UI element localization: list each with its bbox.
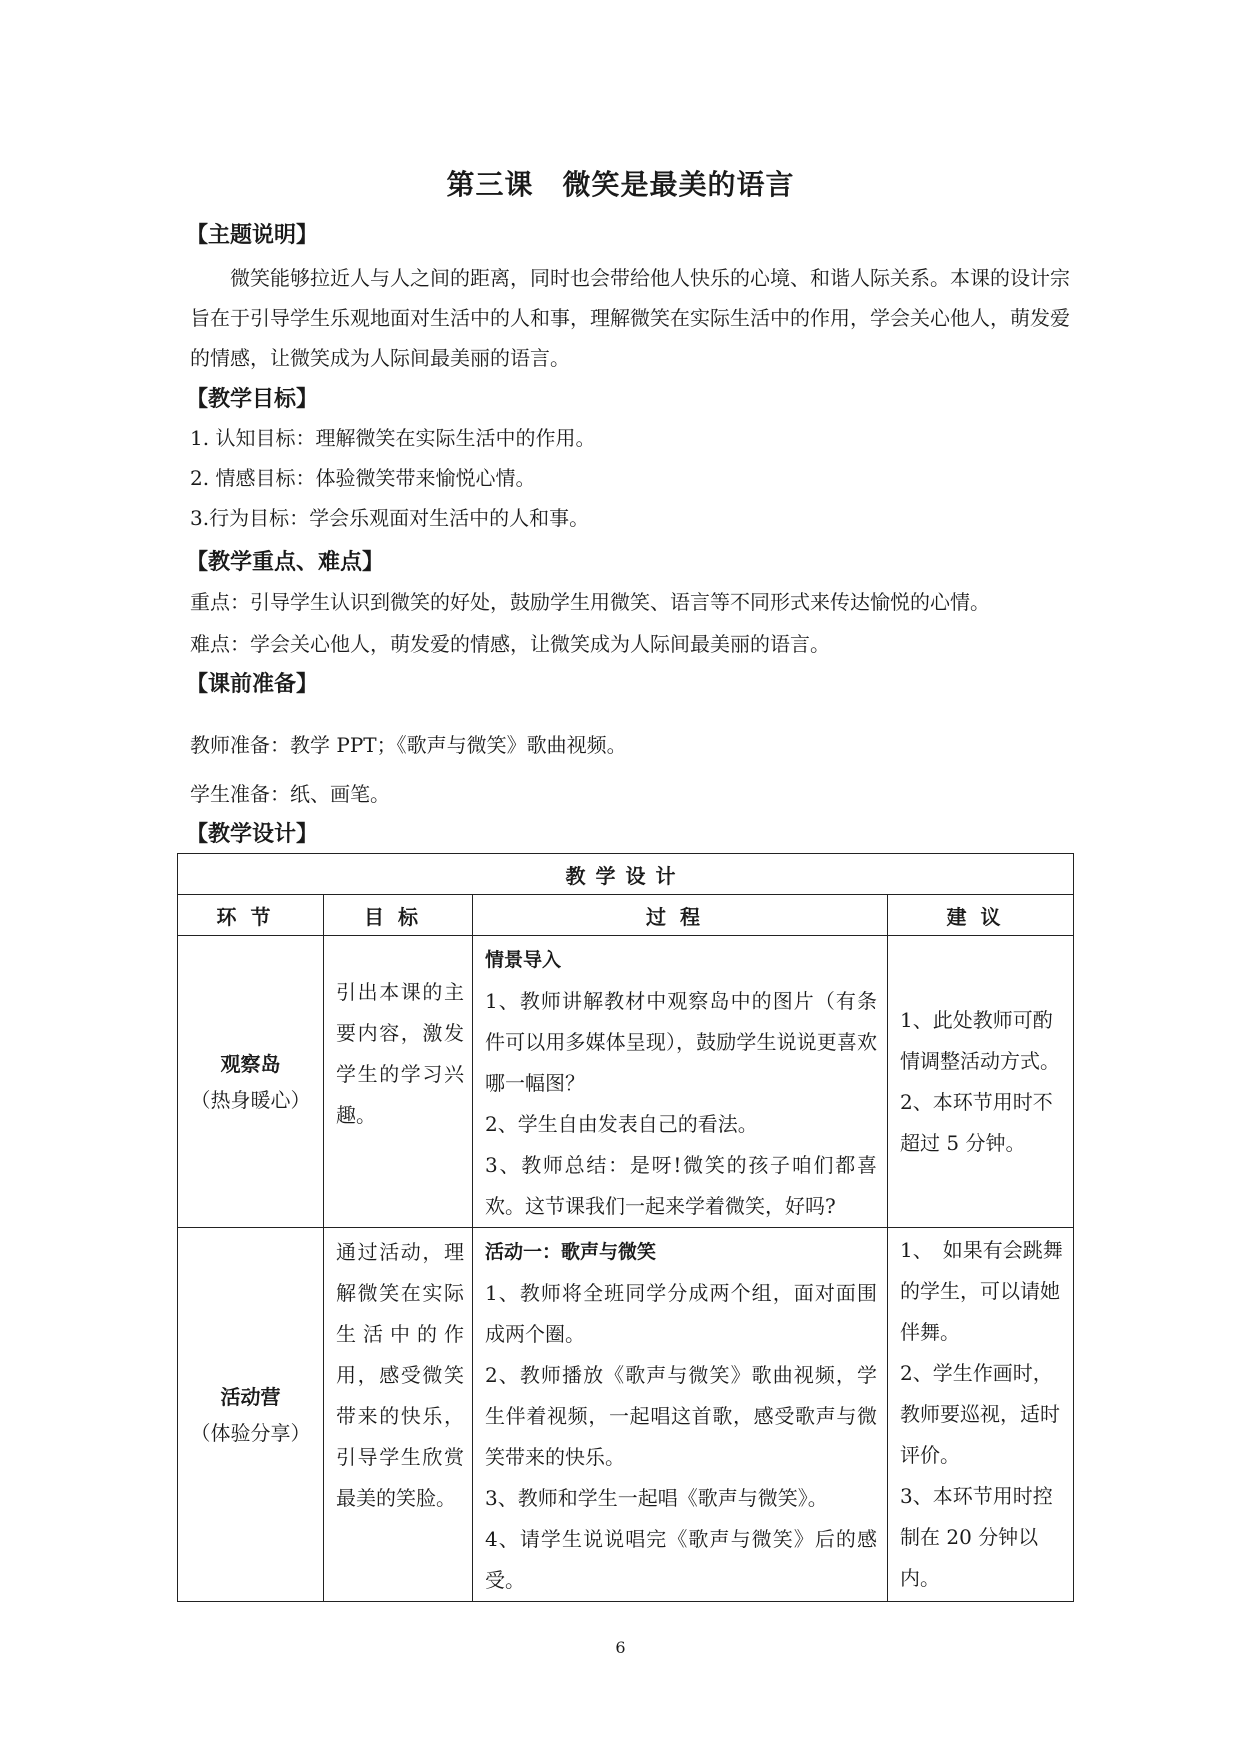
segment-subtitle: （热身暖心） — [190, 1087, 311, 1112]
suggestion-item: 1、此处教师可酌情调整活动方式。 — [900, 1007, 1060, 1073]
process-heading: 情景导入 — [485, 949, 562, 971]
prep-section — [186, 671, 1070, 699]
theme-section — [186, 222, 1070, 250]
design-heading: 【教学设计】 — [186, 822, 319, 847]
keypoints-section — [186, 549, 1070, 577]
process-step: 3、教师总结：是呀!微笑的孩子咱们都喜欢。这节课我们一起来学着微笑，好吗? — [485, 1153, 877, 1218]
process-step: 3、教师和学生一起唱《歌声与微笑》。 — [485, 1486, 828, 1510]
table-row — [178, 936, 1074, 1228]
page-number: 6 — [615, 1638, 626, 1657]
column-header: 环节 — [178, 895, 324, 936]
process-step: 4、请学生说说唱完《歌声与微笑》后的感受。 — [485, 1527, 877, 1592]
goals-list — [190, 424, 1070, 532]
page-title: 第三课 微笑是最美的语言 — [446, 168, 795, 201]
goal-item: 3.行为目标：学会乐观面对生活中的人和事。 — [190, 506, 590, 530]
process-cell — [473, 936, 888, 1228]
suggestion-item: 2、本环节用时不超过 5 分钟。 — [900, 1089, 1053, 1155]
design-section — [186, 821, 1070, 849]
keypoints-list — [190, 588, 1070, 658]
theme-paragraph: 微笑能够拉近人与人之间的距离，同时也会带给他人快乐的心境、和谐人际关系。本课的设计宗旨在于引导学生乐观地面对生活中的人和事，理解微笑在实际生活中的作用，学会关心他人，萌发爱的情感，让微笑成为人际间最美丽的语言。 — [190, 266, 1070, 370]
goal-item: 2. 情感目标：体验微笑带来愉悦心情。 — [190, 466, 536, 490]
table-row — [178, 1228, 1074, 1602]
suggestion-item: 2、学生作画时，教师要巡视，适时评价。 — [900, 1361, 1060, 1467]
suggestion-cell — [888, 936, 1074, 1228]
goal-cell: 引出本课的主要内容，激发学生的学习兴趣。 — [324, 936, 473, 1228]
segment-name: 活动营 — [220, 1384, 281, 1409]
suggestion-item: 3、本环节用时控制在 20 分钟以内。 — [900, 1484, 1053, 1590]
theme-body — [190, 258, 1070, 378]
prep-student-text: 学生准备：纸、画笔。 — [190, 782, 390, 806]
theme-heading: 【主题说明】 — [186, 223, 319, 248]
segment-name: 观察岛 — [220, 1051, 281, 1076]
keypoints-heading: 【教学重点、难点】 — [186, 550, 385, 575]
table-title: 教学设计 — [178, 854, 1074, 895]
goals-heading: 【教学目标】 — [186, 387, 319, 412]
prep-teacher-text: 教师准备：教学 PPT；《歌声与微笑》歌曲视频。 — [190, 733, 627, 757]
process-step: 1、教师讲解教材中观察岛中的图片（有条件可以用多媒体呈现），鼓励学生说说更喜欢哪一幅图？ — [485, 989, 877, 1095]
segment-subtitle: （体验分享） — [190, 1420, 311, 1445]
keypoint-item: 难点：学会关心他人，萌发爱的情感，让微笑成为人际间最美丽的语言。 — [190, 632, 830, 656]
process-step: 1、教师将全班同学分成两个组，面对面围成两个圈。 — [485, 1281, 877, 1346]
process-step: 2、学生自由发表自己的看法。 — [485, 1112, 758, 1136]
keypoint-item: 重点：引导学生认识到微笑的好处，鼓励学生用微笑、语言等不同形式来传达愉悦的心情。 — [190, 590, 990, 614]
goal-item: 1. 认知目标：理解微笑在实际生活中的作用。 — [190, 426, 596, 450]
segment-cell — [178, 1228, 324, 1602]
goal-cell: 通过活动，理解微笑在实际生活中的作用，感受微笑带来的快乐，引导学生欣赏最美的笑脸。 — [324, 1228, 473, 1602]
prep-heading: 【课前准备】 — [186, 672, 319, 697]
column-header: 建议 — [888, 895, 1074, 936]
segment-cell — [178, 936, 324, 1228]
process-step: 2、教师播放《歌声与微笑》歌曲视频，学生伴着视频，一起唱这首歌，感受歌声与微笑带来的快乐。 — [485, 1363, 877, 1469]
process-cell — [473, 1228, 888, 1602]
prep-student — [190, 780, 1070, 808]
column-header: 过程 — [473, 895, 888, 936]
column-header: 目标 — [324, 895, 473, 936]
teaching-design-table — [177, 853, 1074, 1602]
suggestion-item: 1、 如果有会跳舞的学生，可以请她伴舞。 — [900, 1238, 1063, 1344]
suggestion-cell — [888, 1228, 1074, 1602]
goals-section — [186, 386, 1070, 414]
process-heading: 活动一：歌声与微笑 — [485, 1241, 657, 1263]
prep-teacher — [190, 731, 1070, 759]
table-header-row — [178, 895, 1074, 936]
